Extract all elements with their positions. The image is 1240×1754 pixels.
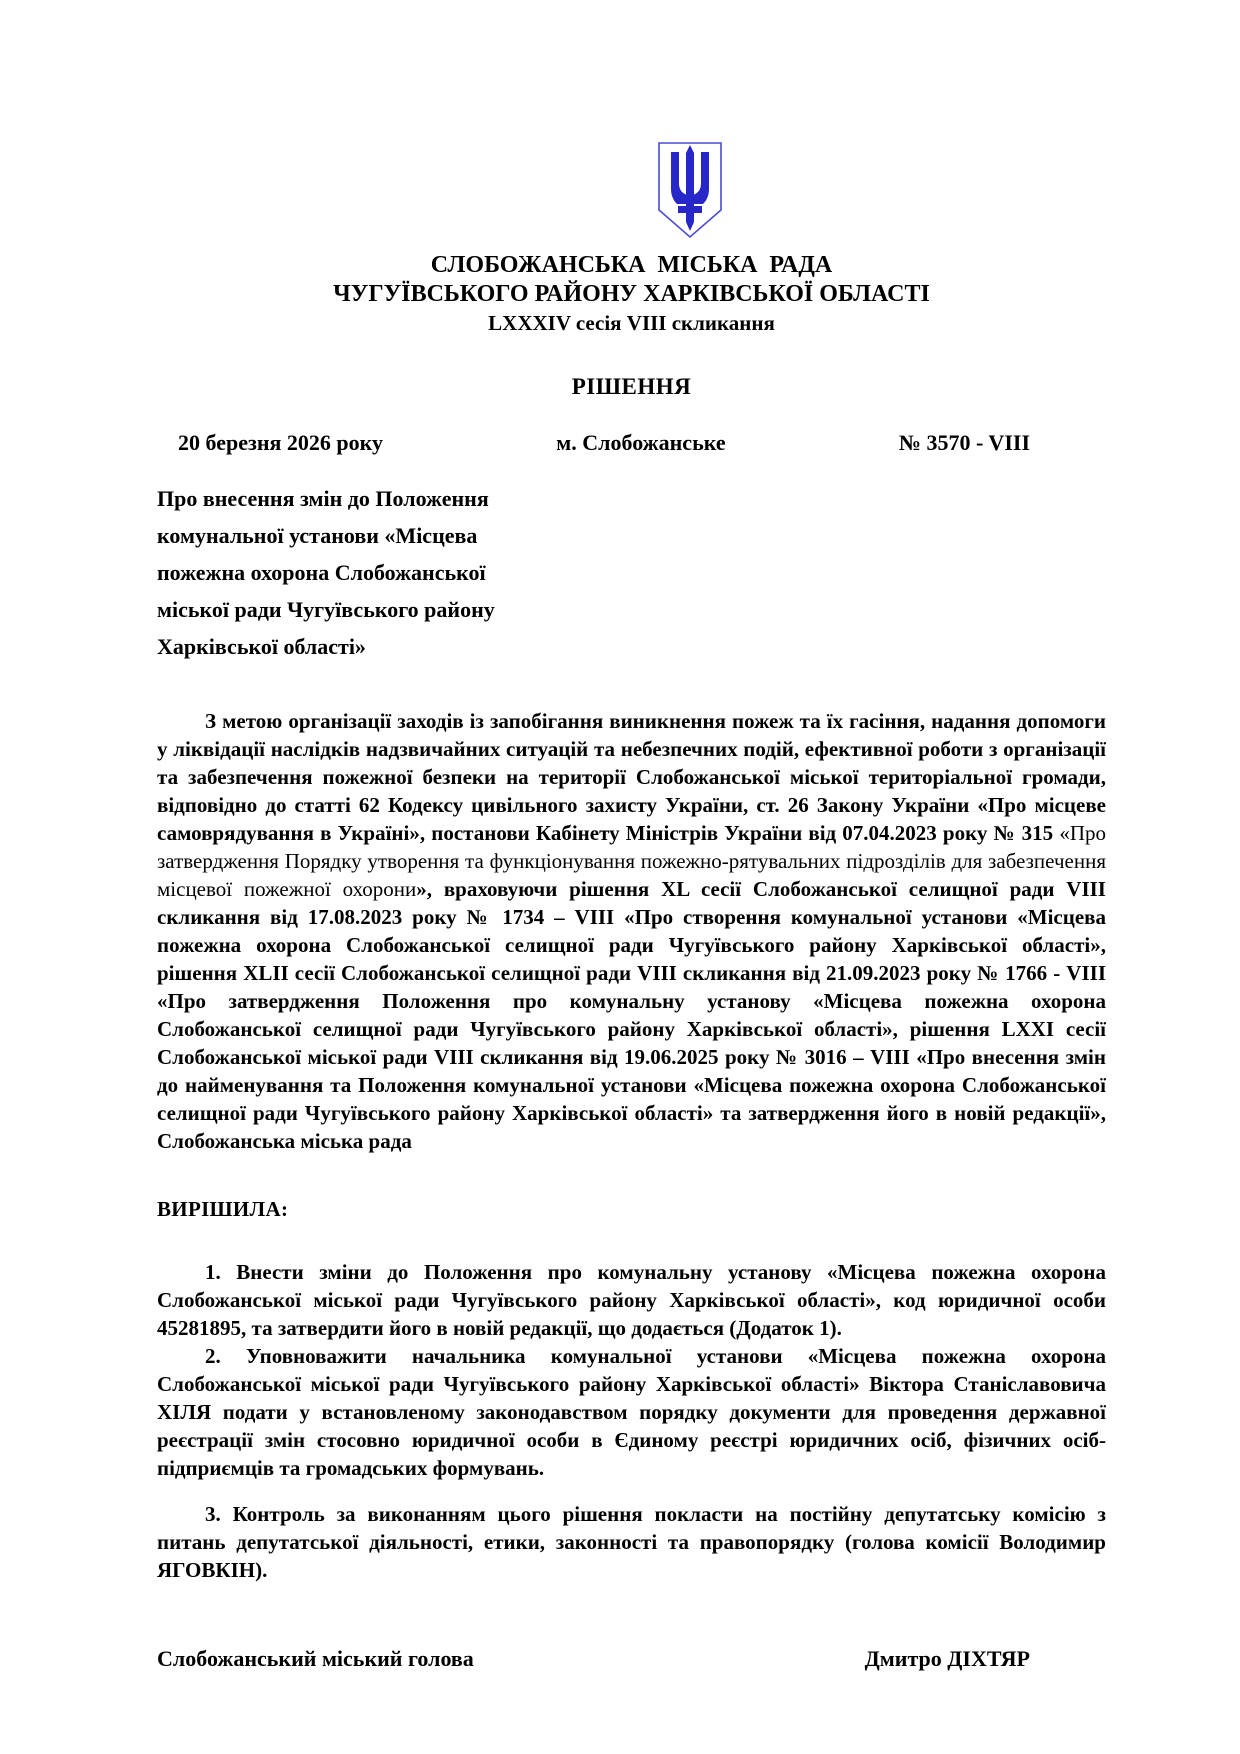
trident-right-prong bbox=[693, 152, 709, 204]
subject-line: комунальної установи «Місцева bbox=[157, 523, 478, 548]
trident-center-prong bbox=[686, 145, 694, 195]
subject-line: Про внесення змін до Положення bbox=[157, 486, 489, 511]
resolution-item-2: 2. Уповноважити начальника комунальної установи «Місцева пожежна охорона Слобожанської міської ради Чугуївського району Харківської області» Віктора Станіславовича ХІЛЯ подати у встановленому законодавством порядку документи для проведення державної реєстрації змін стосовно юридичної особи в Єдиному реєстрі юридичних осіб, фізичних осіб-підприємців та громадських формувань. bbox=[157, 1344, 1106, 1480]
document-place: м. Слобожанське bbox=[556, 430, 726, 455]
preamble-part-bold-tail: », враховуючи рішення XL сесії Слобожанської селищної ради VIII скликання від 17.08.2023 року № 1734 – VIII «Про створення комунальної установи «Місцева пожежна охорона Слобожанської селищної ради Чугуївського району Харківської області», рішення XLII сесії Слобожанської селищної ради VIII скликання від 21.09.2023 року № 1766 - VIII «Про затвердження Положення про комунальну установу «Місцева пожежна охорона Слобожанської селищної ради Чугуївського району Харківської області», рішення LXXI сесії Слобожанської міської ради VIII скликання від 19.06.2025 року № 3016 – VIII «Про внесення змін до найменування та Положення комунальної установи «Місцева пожежна охорона Слобожанської селищної ради Чугуївського району Харківської області» та затвердження його в новій редакції», Слобожанська міська рада bbox=[157, 877, 1106, 1153]
signatory-name: Дмитро ДІХТЯР bbox=[864, 1646, 1030, 1671]
signatory-position: Слобожанський міський голова bbox=[157, 1646, 474, 1671]
resolution-item-3: 3. Контроль за виконанням цього рішення покласти на постійну депутатську комісію з питань депутатської діяльності, етики, законності та правопорядку (голова комісії Володимир ЯГОВКІН). bbox=[157, 1502, 1106, 1582]
trident-base-crossbar bbox=[678, 206, 702, 213]
trident-left-prong bbox=[671, 152, 687, 204]
date-place-number-row bbox=[157, 430, 1106, 456]
subject-line: Харківської області» bbox=[157, 634, 366, 659]
preamble-paragraph bbox=[157, 707, 1106, 1155]
document-subject bbox=[157, 480, 617, 665]
preamble-part-bold: З метою організації заходів із запобігання виникнення пожеж та їх гасіння, надання допомоги у ліквідації наслідків надзвичайних ситуацій та небезпечних подій, ефективної роботи з організації та забезпечення пожежної безпеки на території Слобожанської міської територіальної громади, відповідно до статті 62 Кодексу цивільного захисту України, ст. 26 Закону України «Про місцеве самоврядування в Україні», постанови Кабінету Міністрів України від 07.04.2023 року № 315 bbox=[157, 709, 1106, 845]
emblem-container bbox=[157, 140, 1106, 245]
resolved-label: ВИРІШИЛА: bbox=[157, 1197, 289, 1221]
subject-line: пожежна охорона Слобожанської bbox=[157, 560, 486, 585]
subject-line: міської ради Чугуївського району bbox=[157, 597, 495, 622]
resolution-items bbox=[157, 1258, 1106, 1584]
document-number: № 3570 - VIII bbox=[898, 430, 1030, 455]
session-line: LXXXIV сесія VIII скликання bbox=[488, 311, 775, 335]
council-name-line2: ЧУГУЇВСЬКОГО РАЙОНУ ХАРКІВСЬКОЇ ОБЛАСТІ bbox=[333, 281, 930, 307]
preamble-quoted-title: «Про затвердження Порядку утворення та функціонування пожежно-рятувальних підрозділів для забезпечення місцевої пожежної охорони bbox=[157, 821, 1106, 901]
ukraine-trident-emblem-icon bbox=[654, 140, 726, 240]
resolution-item-1: 1. Внести зміни до Положення про комунальну установу «Місцева пожежна охорона Слобожанської міської ради Чугуївського району Харківської області», код юридичної особи 45281895, та затвердити його в новій редакції, що додається (Додаток 1). bbox=[157, 1260, 1106, 1340]
document-kind-heading: РІШЕННЯ bbox=[571, 374, 692, 399]
document-date: 20 березня 2026 року bbox=[178, 430, 383, 455]
council-name-line1: СЛОБОЖАНСЬКА МІСЬКА РАДА bbox=[430, 252, 833, 278]
signature-row bbox=[157, 1646, 1106, 1672]
